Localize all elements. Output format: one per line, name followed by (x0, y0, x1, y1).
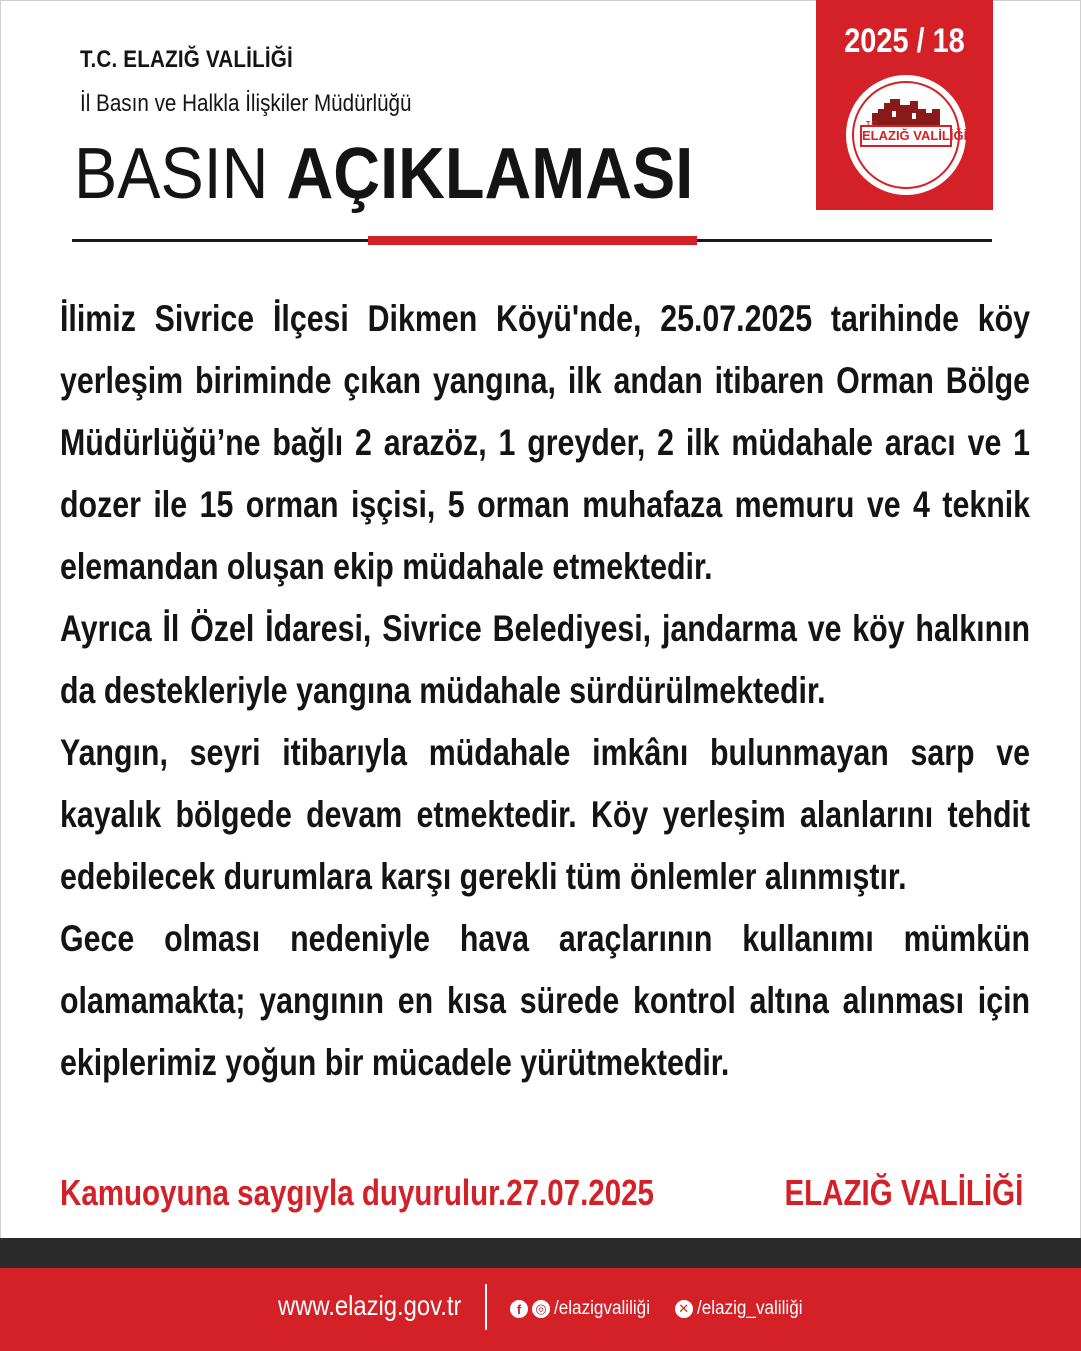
footer-divider (485, 1284, 487, 1330)
seal-tc-text: T.C. (866, 121, 879, 128)
social-handle-x[interactable]: /elazig_valiliği (696, 1298, 803, 1319)
issue-number: 2025 / 18 (844, 22, 965, 60)
castle-icon (870, 95, 942, 125)
seal-text: ELAZIĞ VALİLİĞİ (860, 125, 952, 147)
x-icon[interactable]: ✕ (675, 1300, 693, 1318)
social-links (510, 1298, 828, 1320)
instagram-icon[interactable]: ◎ (532, 1300, 550, 1318)
paragraph-4: Gece olması nedeniyle hava araçlarının kullanımı mümkün olamamakta; yangının en kısa sürede kontrol altına alınması için ekiplerimiz yoğun bir mücadele yürütmektedir. (60, 918, 1031, 1083)
governorship-seal-icon (846, 75, 966, 195)
issue-badge (816, 0, 993, 210)
announcement-line: Kamuoyuna saygıyla duyurulur.27.07.2025 (60, 1172, 654, 1213)
headline-bold: AÇIKLAMASI (286, 134, 694, 214)
footer-dark-band (0, 1238, 1081, 1268)
social-handle-primary[interactable]: /elazigvaliliği (554, 1298, 651, 1319)
org-subtitle: İl Basın ve Halkla İlişkiler Müdürlüğü (80, 90, 412, 117)
signature: ELAZIĞ VALİLİĞİ (784, 1172, 1023, 1213)
header-divider-accent (368, 236, 697, 245)
headline-light: BASIN (74, 134, 287, 214)
paragraph-2: Ayrıca İl Özel İdaresi, Sivrice Belediyesi, jandarma ve köy halkının da destekleriyle yangına müdahale sürdürülmektedir. (60, 608, 1031, 711)
statement-body (60, 288, 1030, 1094)
org-title: T.C. ELAZIĞ VALİLİĞİ (80, 46, 293, 73)
paragraph-1: İlimiz Sivrice İlçesi Dikmen Köyü'nde, 25.07.2025 tarihinde köy yerleşim biriminde çıkan yangına, ilk andan itibaren Orman Bölge Müdürlüğü’ne bağlı 2 arazöz, 1 greyder, 2 ilk müdahale aracı ve 1 dozer ile 15 orman işçisi, 5 orman muhafaza memuru ve 4 teknik elemandan oluşan ekip müdahale etmektedir. (60, 298, 1031, 587)
website-link[interactable]: www.elazig.gov.tr (278, 1290, 462, 1321)
paragraph-3: Yangın, seyri itibarıyla müdahale imkânı bulunmayan sarp ve kayalık bölgede devam etmektedir. Köy yerleşim alanlarını tehdit edebilecek durumlara karşı gerekli tüm önlemler alınmıştır. (60, 732, 1031, 897)
facebook-icon[interactable]: f (510, 1300, 528, 1318)
page-title (74, 134, 693, 214)
